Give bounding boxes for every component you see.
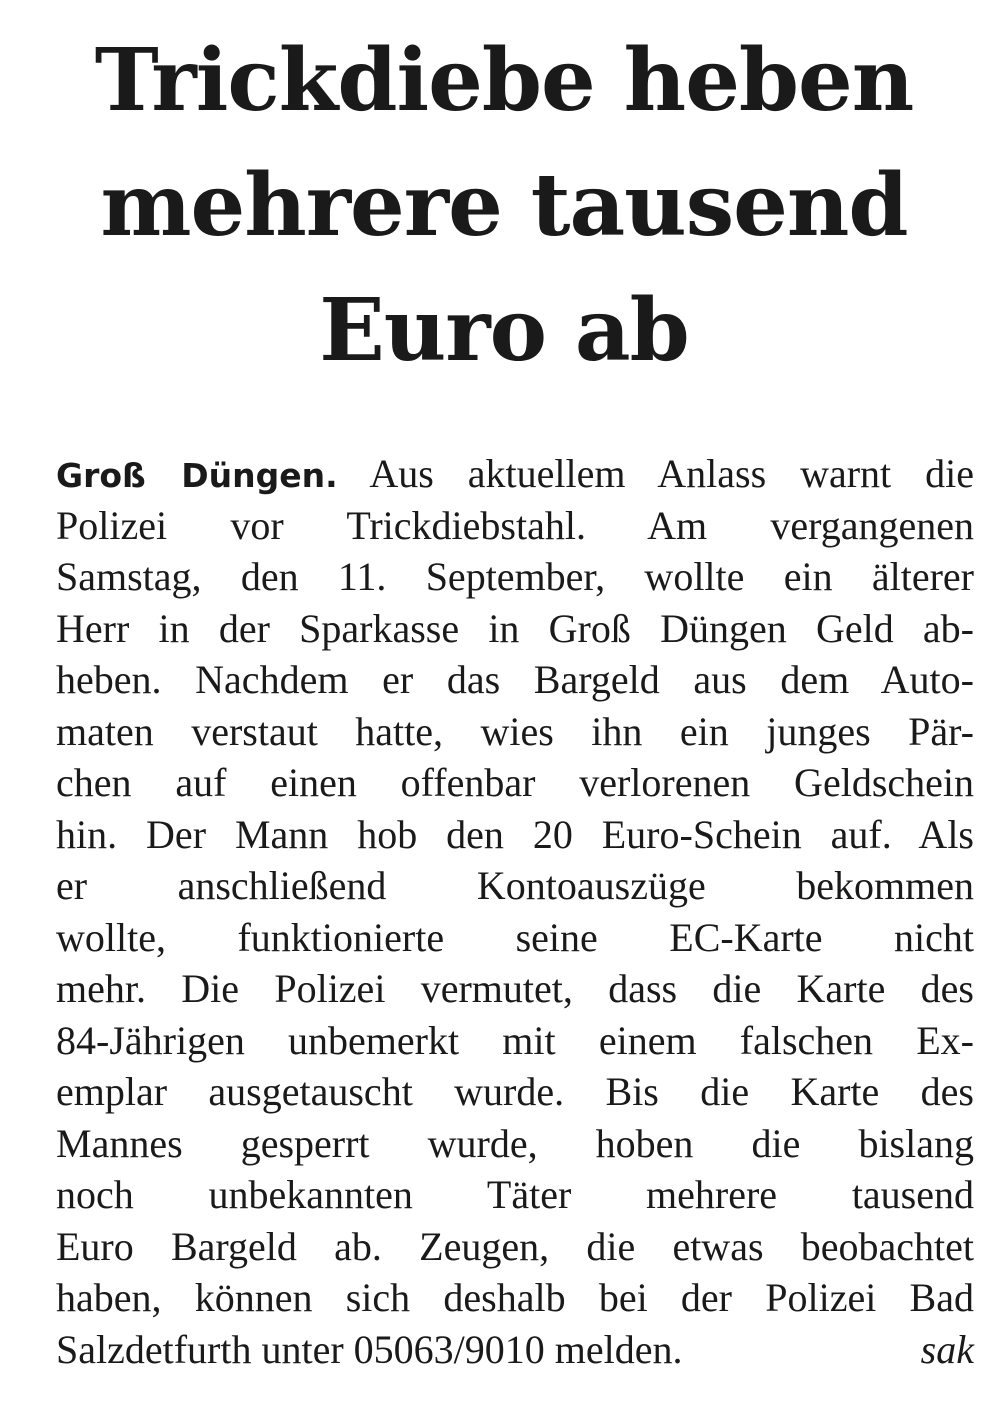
headline-line: Trickdiebe heben [94,30,914,131]
body-line-text: Aus aktuellem Anlass warnt die [369,451,974,496]
body-line: maten verstaut hatte, wies ihn ein junges Pär- [56,708,974,754]
body-line: 84-Jährigen unbemerkt mit einem falschen Ex- [56,1017,974,1063]
body-line-text: Salzdetfurth unter 05063/9010 melden. [56,1326,683,1372]
body-line [56,448,974,500]
body-line: Euro Bargeld ab. Zeugen, die etwas beobachtet [56,1223,974,1269]
body-line: er anschließend Kontoauszüge bekommen [56,863,974,908]
author-initials: sak [920,1326,974,1372]
headline-line: Euro ab [319,280,689,381]
body-line: Samstag, den 11. September, wollte ein älterer [56,554,974,599]
body-line: Mannes gesperrt wurde, hoben die bislang [56,1120,974,1166]
body-line: haben, können sich deshalb bei der Polizei Bad [56,1275,974,1320]
headline [40,18,968,393]
body-line: heben. Nachdem er das Bargeld aus dem Auto- [56,657,974,702]
body-line: mehr. Die Polizei vermutet, dass die Karte des [56,966,974,1011]
article-body [56,448,974,1375]
body-line: wollte, funktionierte seine EC-Karte nicht [56,914,974,960]
headline-line: mehrere tausend [100,155,908,256]
body-line: noch unbekannten Täter mehrere tausend [56,1172,974,1217]
body-line [56,1324,974,1376]
body-line: Herr in der Sparkasse in Groß Düngen Geld ab- [56,605,974,651]
body-line: Polizei vor Trickdiebstahl. Am vergangenen [56,502,974,548]
body-line: emplar ausgetauscht wurde. Bis die Karte des [56,1069,974,1114]
body-line: hin. Der Mann hob den 20 Euro-Schein auf. Als [56,811,974,857]
dateline: Groß Düngen. [56,456,338,495]
body-line: chen auf einen offenbar verlorenen Geldschein [56,760,974,805]
